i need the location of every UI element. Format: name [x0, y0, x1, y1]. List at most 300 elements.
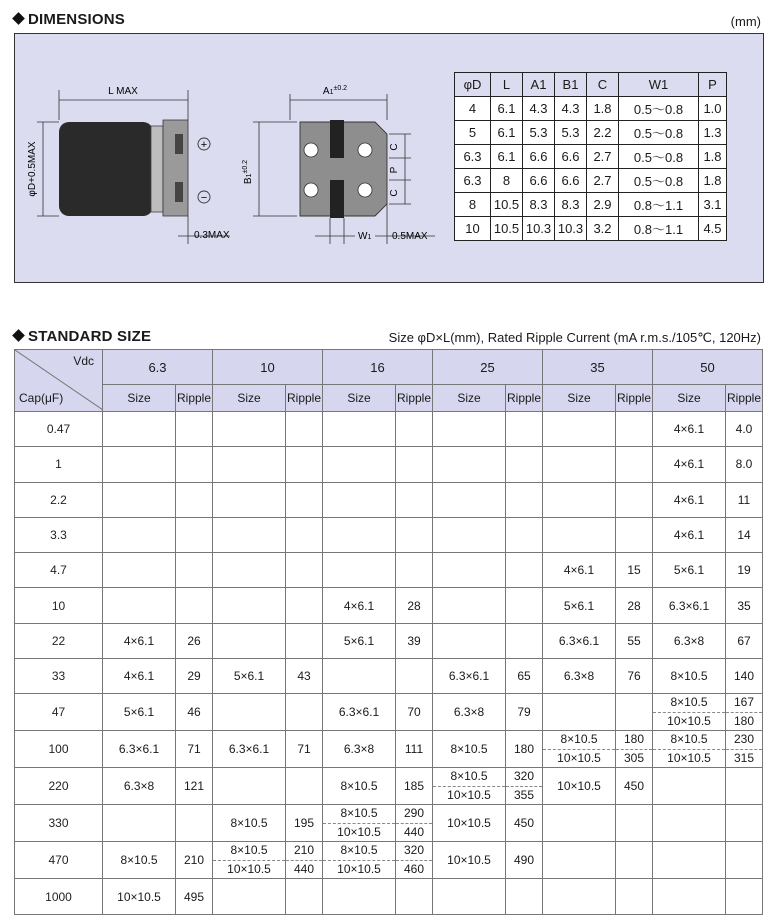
size-subheader: Size [213, 385, 286, 412]
cap-cell: 330 [15, 805, 103, 842]
vdc-cap-corner [15, 350, 103, 412]
ripple-cell [286, 768, 323, 805]
ripple-value: 180 [733, 713, 755, 728]
ripple-cell [726, 768, 763, 805]
dim-cell: 2.7 [587, 145, 619, 169]
table-row [15, 731, 763, 768]
diamond-bullet-icon [12, 12, 25, 25]
ripple-cell [616, 731, 653, 768]
ripple-cell [616, 805, 653, 842]
a1-label: $A1^{\pm 0.2}$ [322, 85, 348, 97]
subheader-row [15, 385, 763, 412]
size-cell: 4×6.1 [653, 482, 726, 517]
ripple-subheader: Ripple [616, 385, 653, 412]
size-cell [213, 879, 286, 914]
dim-row [455, 169, 727, 193]
cap-cell: 470 [15, 842, 103, 879]
size-cell [213, 588, 286, 623]
ripple-value: 460 [403, 861, 425, 876]
size-value: 8×10.5 [653, 731, 725, 750]
dim-cell: 10 [455, 217, 491, 241]
size-cell [213, 768, 286, 805]
dimensions-table [454, 72, 727, 241]
size-subheader: Size [323, 385, 396, 412]
ripple-value: 440 [403, 824, 425, 839]
ripple-cell: 46 [176, 694, 213, 731]
size-cell: 4×6.1 [653, 517, 726, 552]
size-value: 8×10.5 [433, 768, 505, 787]
mount-hole-icon [304, 183, 318, 197]
dim-cell: 8 [455, 193, 491, 217]
size-subheader: Size [543, 385, 616, 412]
size-value: 10×10.5 [667, 750, 711, 765]
gap-0-5-label: 0.5MAX [392, 231, 428, 242]
dim-cell: 0.8～1.1 [619, 193, 699, 217]
ripple-cell [396, 842, 433, 879]
dim-row [455, 217, 727, 241]
size-cell [433, 482, 506, 517]
size-cell: 5×6.1 [213, 659, 286, 694]
ripple-cell [176, 447, 213, 482]
size-cell: 10×10.5 [543, 768, 616, 805]
dim-cell: 6.6 [555, 145, 587, 169]
size-cell [323, 842, 396, 879]
size-cell: 4×6.1 [103, 623, 176, 658]
size-cell [323, 447, 396, 482]
size-subheader: Size [433, 385, 506, 412]
ripple-subheader: Ripple [396, 385, 433, 412]
dim-cell: 6.6 [555, 169, 587, 193]
size-cell: 6.3×6.1 [653, 588, 726, 623]
ripple-cell [396, 447, 433, 482]
size-cell [433, 623, 506, 658]
size-cell [433, 588, 506, 623]
dim-cell: 2.2 [587, 121, 619, 145]
ripple-cell [286, 842, 323, 879]
ripple-cell [176, 588, 213, 623]
size-cell [103, 553, 176, 588]
size-cell [213, 694, 286, 731]
size-cell [543, 694, 616, 731]
ripple-cell: 71 [176, 731, 213, 768]
dim-cell: 4.5 [699, 217, 727, 241]
size-value: 10×10.5 [667, 713, 711, 728]
ripple-cell: 185 [396, 768, 433, 805]
size-cell: 6.3×6.1 [323, 694, 396, 731]
size-cell: 6.3×8 [653, 623, 726, 658]
ripple-subheader: Ripple [506, 385, 543, 412]
size-cell [103, 805, 176, 842]
ripple-cell [506, 553, 543, 588]
l-max-label: L MAX [108, 86, 138, 97]
table-row [15, 517, 763, 552]
c-top-label: C [389, 143, 400, 151]
ripple-cell [176, 412, 213, 447]
size-cell: 6.3×6.1 [103, 731, 176, 768]
size-cell [323, 517, 396, 552]
ripple-cell [726, 805, 763, 842]
ripple-cell: 70 [396, 694, 433, 731]
ripple-value: 305 [623, 750, 645, 765]
vdc-label: Vdc [73, 354, 94, 368]
dim-cell: 4.3 [555, 97, 587, 121]
dim-cell: 6.6 [523, 145, 555, 169]
mount-hole-icon [358, 143, 372, 157]
ripple-cell: 140 [726, 659, 763, 694]
table-row [15, 879, 763, 914]
ripple-cell [726, 842, 763, 879]
dim-cell: 0.5～0.8 [619, 97, 699, 121]
ripple-value: 320 [396, 842, 432, 861]
dim-cell: 6.1 [491, 121, 523, 145]
dim-cell: 2.9 [587, 193, 619, 217]
ripple-cell [396, 482, 433, 517]
dim-row [455, 193, 727, 217]
ripple-cell [396, 659, 433, 694]
cap-label: Cap(μF) [19, 391, 64, 405]
dim-cell: 10.5 [491, 217, 523, 241]
size-cell [543, 805, 616, 842]
size-cell: 8×10.5 [103, 842, 176, 879]
dim-cell: 8.3 [523, 193, 555, 217]
ripple-value: 167 [726, 694, 762, 713]
size-cell: 10×10.5 [433, 805, 506, 842]
ripple-subheader: Ripple [726, 385, 763, 412]
cap-cell: 33 [15, 659, 103, 694]
bottom-lead-bottom [330, 180, 344, 218]
size-cell [543, 447, 616, 482]
ripple-cell: 28 [616, 588, 653, 623]
table-row [15, 623, 763, 658]
dim-cell: 2.7 [587, 169, 619, 193]
ripple-cell: 65 [506, 659, 543, 694]
ripple-cell [286, 412, 323, 447]
ripple-cell: 29 [176, 659, 213, 694]
cap-cell: 47 [15, 694, 103, 731]
cap-cell: 4.7 [15, 553, 103, 588]
ripple-cell: 8.0 [726, 447, 763, 482]
size-cell [323, 553, 396, 588]
ripple-cell: 76 [616, 659, 653, 694]
size-cell [103, 482, 176, 517]
dim-cell: 6.1 [491, 97, 523, 121]
dim-cell: 1.8 [699, 169, 727, 193]
size-cell: 6.3×6.1 [433, 659, 506, 694]
size-value: 8×10.5 [653, 694, 725, 713]
ripple-cell [286, 553, 323, 588]
ripple-cell [616, 482, 653, 517]
size-cell [543, 731, 616, 768]
ripple-cell [726, 731, 763, 768]
size-value: 8×10.5 [213, 842, 285, 861]
ripple-cell [506, 412, 543, 447]
dimensions-panel [14, 33, 764, 283]
voltage-header: 6.3 [103, 350, 213, 385]
dim-cell: 0.5～0.8 [619, 121, 699, 145]
cap-cell: 2.2 [15, 482, 103, 517]
voltage-header: 10 [213, 350, 323, 385]
p-label: P [389, 166, 400, 174]
ripple-cell [396, 412, 433, 447]
size-cell [653, 694, 726, 731]
size-cell [653, 731, 726, 768]
ripple-value: 315 [733, 750, 755, 765]
ripple-cell [286, 588, 323, 623]
ripple-cell [286, 517, 323, 552]
size-cell: 4×6.1 [103, 659, 176, 694]
size-cell [543, 842, 616, 879]
size-cell [653, 842, 726, 879]
size-cell: 6.3×8 [103, 768, 176, 805]
size-cell [323, 412, 396, 447]
ripple-cell [506, 447, 543, 482]
table-row [15, 694, 763, 731]
table-row [15, 588, 763, 623]
ripple-cell [506, 588, 543, 623]
ripple-cell: 195 [286, 805, 323, 842]
dimensions-unit: (mm) [730, 14, 761, 29]
dim-cell: 4.3 [523, 97, 555, 121]
gap-0-3-label: 0.3MAX [194, 230, 230, 241]
size-cell: 5×6.1 [103, 694, 176, 731]
ripple-cell: 15 [616, 553, 653, 588]
size-cell [103, 412, 176, 447]
ripple-cell [506, 623, 543, 658]
voltage-header: 35 [543, 350, 653, 385]
ripple-cell: 43 [286, 659, 323, 694]
size-cell: 8×10.5 [213, 805, 286, 842]
cap-cell: 220 [15, 768, 103, 805]
size-cell [433, 517, 506, 552]
ripple-cell: 55 [616, 623, 653, 658]
ripple-cell [506, 482, 543, 517]
size-cell: 10×10.5 [103, 879, 176, 914]
b1-label: $B1^{\pm 0.2}$ [242, 159, 254, 185]
ripple-cell [396, 879, 433, 914]
ripple-cell [286, 879, 323, 914]
size-cell [543, 412, 616, 447]
mount-hole-icon [358, 183, 372, 197]
ripple-cell: 11 [726, 482, 763, 517]
size-cell: 5×6.1 [543, 588, 616, 623]
ripple-cell: 71 [286, 731, 323, 768]
size-cell [213, 553, 286, 588]
voltage-header: 25 [433, 350, 543, 385]
bottom-lead-top [330, 120, 344, 158]
d-max-label: φD+0.5MAX [27, 141, 38, 197]
cap-cell: 22 [15, 623, 103, 658]
dim-cell: 3.2 [587, 217, 619, 241]
ripple-cell: 67 [726, 623, 763, 658]
size-cell: 8×10.5 [433, 731, 506, 768]
dim-header-cell: L [491, 73, 523, 97]
ripple-cell [616, 842, 653, 879]
ripple-cell: 19 [726, 553, 763, 588]
table-row [15, 659, 763, 694]
dim-cell: 4 [455, 97, 491, 121]
size-cell [433, 447, 506, 482]
dim-row [455, 121, 727, 145]
size-cell [213, 842, 286, 879]
ripple-cell [176, 517, 213, 552]
size-subheader: Size [103, 385, 176, 412]
mount-hole-icon [304, 143, 318, 157]
size-cell [323, 482, 396, 517]
dim-cell: 6.3 [455, 169, 491, 193]
ripple-cell: 450 [506, 805, 543, 842]
cap-cell: 0.47 [15, 412, 103, 447]
ripple-cell: 111 [396, 731, 433, 768]
ripple-cell [616, 447, 653, 482]
ripple-value: 440 [293, 861, 315, 876]
size-cell: 6.3×8 [543, 659, 616, 694]
dim-cell: 5.3 [523, 121, 555, 145]
cap-cell: 10 [15, 588, 103, 623]
size-cell: 6.3×8 [433, 694, 506, 731]
ripple-subheader: Ripple [176, 385, 213, 412]
capacitor-body [59, 122, 153, 216]
dim-cell: 0.5～0.8 [619, 145, 699, 169]
ripple-cell [176, 482, 213, 517]
size-value: 10×10.5 [337, 861, 381, 876]
size-cell: 4×6.1 [653, 447, 726, 482]
dim-cell: 6.3 [455, 145, 491, 169]
dim-cell: 1.8 [699, 145, 727, 169]
dim-cell: 5.3 [555, 121, 587, 145]
dim-cell: 5 [455, 121, 491, 145]
size-cell [323, 805, 396, 842]
ripple-cell: 39 [396, 623, 433, 658]
size-cell: 4×6.1 [653, 412, 726, 447]
c-bottom-label: C [389, 189, 400, 197]
table-row [15, 842, 763, 879]
cap-cell: 3.3 [15, 517, 103, 552]
standard-size-title: STANDARD SIZE [14, 328, 151, 345]
size-cell: 4×6.1 [543, 553, 616, 588]
dim-cell: 3.1 [699, 193, 727, 217]
ripple-cell [396, 553, 433, 588]
size-cell: 8×10.5 [653, 659, 726, 694]
ripple-cell: 180 [506, 731, 543, 768]
size-cell [433, 879, 506, 914]
ripple-value: 355 [513, 787, 535, 802]
dim-cell: 1.3 [699, 121, 727, 145]
ripple-cell [396, 517, 433, 552]
size-value: 10×10.5 [227, 861, 271, 876]
size-cell [543, 879, 616, 914]
ripple-cell [286, 447, 323, 482]
ripple-cell: 210 [176, 842, 213, 879]
size-cell [653, 805, 726, 842]
table-row [15, 768, 763, 805]
dim-cell: 1.0 [699, 97, 727, 121]
size-cell [323, 659, 396, 694]
ripple-cell: 26 [176, 623, 213, 658]
size-cell [653, 879, 726, 914]
size-cell [213, 412, 286, 447]
capacitor-dimension-drawing [15, 34, 445, 282]
dim-cell: 8 [491, 169, 523, 193]
size-cell [543, 517, 616, 552]
ripple-cell [726, 879, 763, 914]
ripple-cell [396, 805, 433, 842]
table-row [15, 805, 763, 842]
size-value: 8×10.5 [323, 842, 395, 861]
size-cell [213, 482, 286, 517]
terminal-top [175, 134, 183, 154]
size-cell [103, 447, 176, 482]
voltage-header: 16 [323, 350, 433, 385]
dim-cell: 10.5 [491, 193, 523, 217]
ripple-cell: 35 [726, 588, 763, 623]
dimensions-table-header [455, 73, 727, 97]
terminal-bottom [175, 182, 183, 202]
dim-cell: 10.3 [555, 217, 587, 241]
ripple-cell: 495 [176, 879, 213, 914]
table-row [15, 447, 763, 482]
ripple-cell: 14 [726, 517, 763, 552]
size-cell: 4×6.1 [323, 588, 396, 623]
svg-text:−: − [200, 192, 208, 204]
size-cell [543, 482, 616, 517]
ripple-cell: 4.0 [726, 412, 763, 447]
standard-size-note: Size φD×L(mm), Rated Ripple Current (mA r.m.s./105℃, 120Hz) [388, 330, 761, 345]
w1-label: W1 [358, 231, 372, 242]
size-value: 8×10.5 [543, 731, 615, 750]
ripple-cell: 79 [506, 694, 543, 731]
capacitor-base [151, 126, 163, 212]
dim-header-cell: φD [455, 73, 491, 97]
diamond-bullet-icon [12, 329, 25, 342]
size-cell [213, 517, 286, 552]
dim-cell: 0.5～0.8 [619, 169, 699, 193]
dim-header-cell: W1 [619, 73, 699, 97]
ripple-value: 290 [396, 805, 432, 824]
size-cell [213, 623, 286, 658]
voltage-header: 50 [653, 350, 763, 385]
ripple-cell [286, 694, 323, 731]
dim-header-cell: B1 [555, 73, 587, 97]
cap-cell: 1000 [15, 879, 103, 914]
size-cell: 6.3×6.1 [543, 623, 616, 658]
ripple-cell [616, 412, 653, 447]
ripple-cell: 28 [396, 588, 433, 623]
ripple-cell: 450 [616, 768, 653, 805]
ripple-cell [286, 482, 323, 517]
ripple-cell: 121 [176, 768, 213, 805]
ripple-cell [286, 623, 323, 658]
size-cell: 6.3×8 [323, 731, 396, 768]
dim-header-cell: A1 [523, 73, 555, 97]
dim-cell: 6.1 [491, 145, 523, 169]
ripple-value: 320 [506, 768, 542, 787]
ripple-cell [176, 805, 213, 842]
dim-cell: 0.8～1.1 [619, 217, 699, 241]
dim-cell: 10.3 [523, 217, 555, 241]
ripple-cell [726, 694, 763, 731]
ripple-cell: 490 [506, 842, 543, 879]
table-row [15, 412, 763, 447]
cap-cell: 1 [15, 447, 103, 482]
dimensions-title: DIMENSIONS [14, 11, 125, 28]
ripple-value: 180 [616, 731, 652, 750]
ripple-cell [176, 553, 213, 588]
cap-cell: 100 [15, 731, 103, 768]
size-cell [653, 768, 726, 805]
size-value: 10×10.5 [447, 787, 491, 802]
dim-cell: 6.6 [523, 169, 555, 193]
dim-cell: 8.3 [555, 193, 587, 217]
